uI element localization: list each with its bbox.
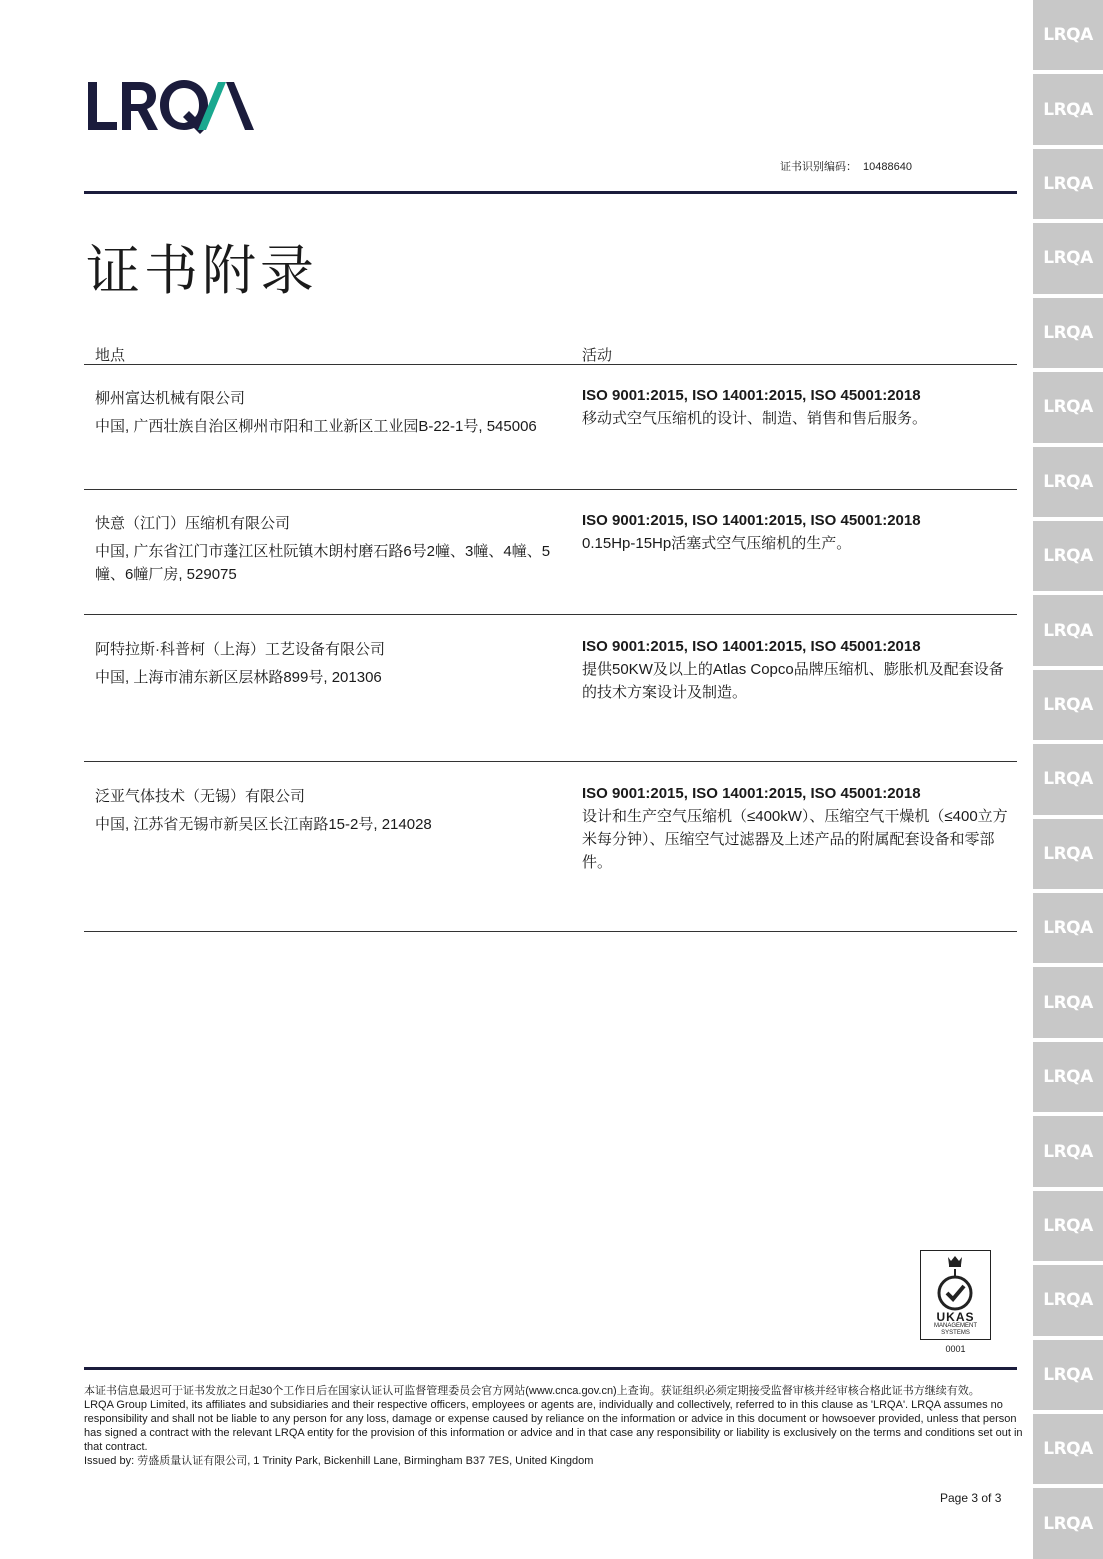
watermark-tile: LRQA xyxy=(1033,1191,1103,1261)
certificate-id xyxy=(780,158,912,174)
lrqa-logo xyxy=(86,78,256,134)
site-address: 中国, 广西壮族自治区柳州市阳和工业新区工业园B-22-1号, 545006 xyxy=(95,418,537,435)
standards: ISO 9001:2015, ISO 14001:2015, ISO 45001:2018 xyxy=(582,512,921,529)
watermark-tile: LRQA xyxy=(1033,1488,1103,1558)
activity-text: 设计和生产空气压缩机（≤400kW）、压缩空气干燥机（≤400立方米每分钟）、压缩空气过滤器及上述产品的附属配套设备和零部件。 xyxy=(582,808,1008,871)
standards: ISO 9001:2015, ISO 14001:2015, ISO 45001:2018 xyxy=(582,785,921,802)
row-divider xyxy=(84,614,1017,615)
watermark-tile: LRQA xyxy=(1033,0,1103,70)
table-row-activity xyxy=(582,384,1012,430)
footer-issued-by: Issued by: 劳盛质量认证有限公司, 1 Trinity Park, Bickenhill Lane, Birmingham B37 7ES, United Kingdom xyxy=(84,1455,594,1467)
standards: ISO 9001:2015, ISO 14001:2015, ISO 45001:2018 xyxy=(582,638,921,655)
footer-divider xyxy=(84,1367,1017,1370)
certificate-id-value: 10488640 xyxy=(863,161,912,173)
site-name: 阿特拉斯·科普柯（上海）工艺设备有限公司 xyxy=(95,641,385,658)
watermark-tile: LRQA xyxy=(1033,447,1103,517)
ukas-number: 0001 xyxy=(945,1344,966,1354)
table-row-site xyxy=(95,638,565,689)
table-bottom-divider xyxy=(84,931,1017,932)
table-row-activity xyxy=(582,635,1012,704)
watermark-tile: LRQA xyxy=(1033,74,1103,144)
watermark-tile: LRQA xyxy=(1033,149,1103,219)
footer-disclaimer: LRQA Group Limited, its affiliates and subsidiaries and their respective officers, employees or agents are, individually and collectively, referred to in this clause as 'LRQA'. LRQA assumes no responsibility and shall not be liable to any person for any loss, damage or expense caused by reliance on the information or advice in this document or howsoever provided, unless that person has signed a contract with the relevant LRQA entity for the provision of this information or advice and in that case any responsibility or liability is exclusively on the terms and conditions set out in that contract. xyxy=(84,1399,1023,1453)
ukas-subtitle xyxy=(921,1323,990,1337)
table-header-divider xyxy=(84,364,1017,365)
footer xyxy=(84,1384,1024,1468)
column-header-activity: 活动 xyxy=(582,347,613,364)
watermark-tile: LRQA xyxy=(1033,1414,1103,1484)
activity-text: 0.15Hp-15Hp活塞式空气压缩机的生产。 xyxy=(582,535,852,552)
watermark-tile: LRQA xyxy=(1033,1265,1103,1335)
site-address: 中国, 上海市浦东新区层林路899号, 201306 xyxy=(95,669,382,686)
table-row-site xyxy=(95,512,565,586)
table-row-activity xyxy=(582,509,1012,555)
watermark-tile: LRQA xyxy=(1033,1042,1103,1112)
watermark-tile: LRQA xyxy=(1033,223,1103,293)
standards: ISO 9001:2015, ISO 14001:2015, ISO 45001:2018 xyxy=(582,387,921,404)
header-divider xyxy=(84,191,1017,194)
table-row-activity xyxy=(582,782,1012,874)
ukas-line2: SYSTEMS xyxy=(941,1330,970,1336)
footer-cn-notice: 本证书信息最迟可于证书发放之日起30个工作日后在国家认证认可监督管理委员会官方网站(www.cnca.gov.cn)上查询。获证组织必须定期接受监督审核并经审核合格此证书方继续有效。 xyxy=(84,1385,980,1397)
watermark-tile: LRQA xyxy=(1033,521,1103,591)
site-name: 快意（江门）压缩机有限公司 xyxy=(95,515,291,532)
watermark-tile: LRQA xyxy=(1033,967,1103,1037)
page-title: 证书附录 xyxy=(86,239,318,302)
site-name: 柳州富达机械有限公司 xyxy=(95,390,246,407)
site-address: 中国, 江苏省无锡市新吴区长江南路15-2号, 214028 xyxy=(95,816,432,833)
watermark-tile: LRQA xyxy=(1033,595,1103,665)
watermark-tile: LRQA xyxy=(1033,744,1103,814)
certificate-id-label: 证书识别编码： xyxy=(780,161,857,173)
watermark-tile: LRQA xyxy=(1033,1116,1103,1186)
watermark-tile: LRQA xyxy=(1033,1340,1103,1410)
ukas-name: UKAS xyxy=(936,1310,975,1324)
page-number: Page 3 of 3 xyxy=(940,1491,1002,1505)
watermark-tile: LRQA xyxy=(1033,372,1103,442)
column-header-location: 地点 xyxy=(95,347,126,364)
watermark-strip xyxy=(1033,0,1103,1559)
table-row-site xyxy=(95,387,565,438)
watermark-tile: LRQA xyxy=(1033,893,1103,963)
row-divider xyxy=(84,761,1017,762)
row-divider xyxy=(84,489,1017,490)
watermark-tile: LRQA xyxy=(1033,819,1103,889)
watermark-tile: LRQA xyxy=(1033,298,1103,368)
activity-text: 移动式空气压缩机的设计、制造、销售和售后服务。 xyxy=(582,410,928,427)
ukas-accreditation-mark xyxy=(920,1250,991,1340)
site-name: 泛亚气体技术（无锡）有限公司 xyxy=(95,788,306,805)
watermark-tile: LRQA xyxy=(1033,670,1103,740)
site-address: 中国, 广东省江门市蓬江区杜阮镇木朗村磨石路6号2幢、3幢、4幢、5幢、6幢厂房, 529075 xyxy=(95,543,551,583)
activity-text: 提供50KW及以上的Atlas Copco品牌压缩机、膨胀机及配套设备的技术方案设计及制造。 xyxy=(582,661,1004,701)
table-row-site xyxy=(95,785,565,836)
ukas-line1: MANAGEMENT xyxy=(933,1323,977,1329)
